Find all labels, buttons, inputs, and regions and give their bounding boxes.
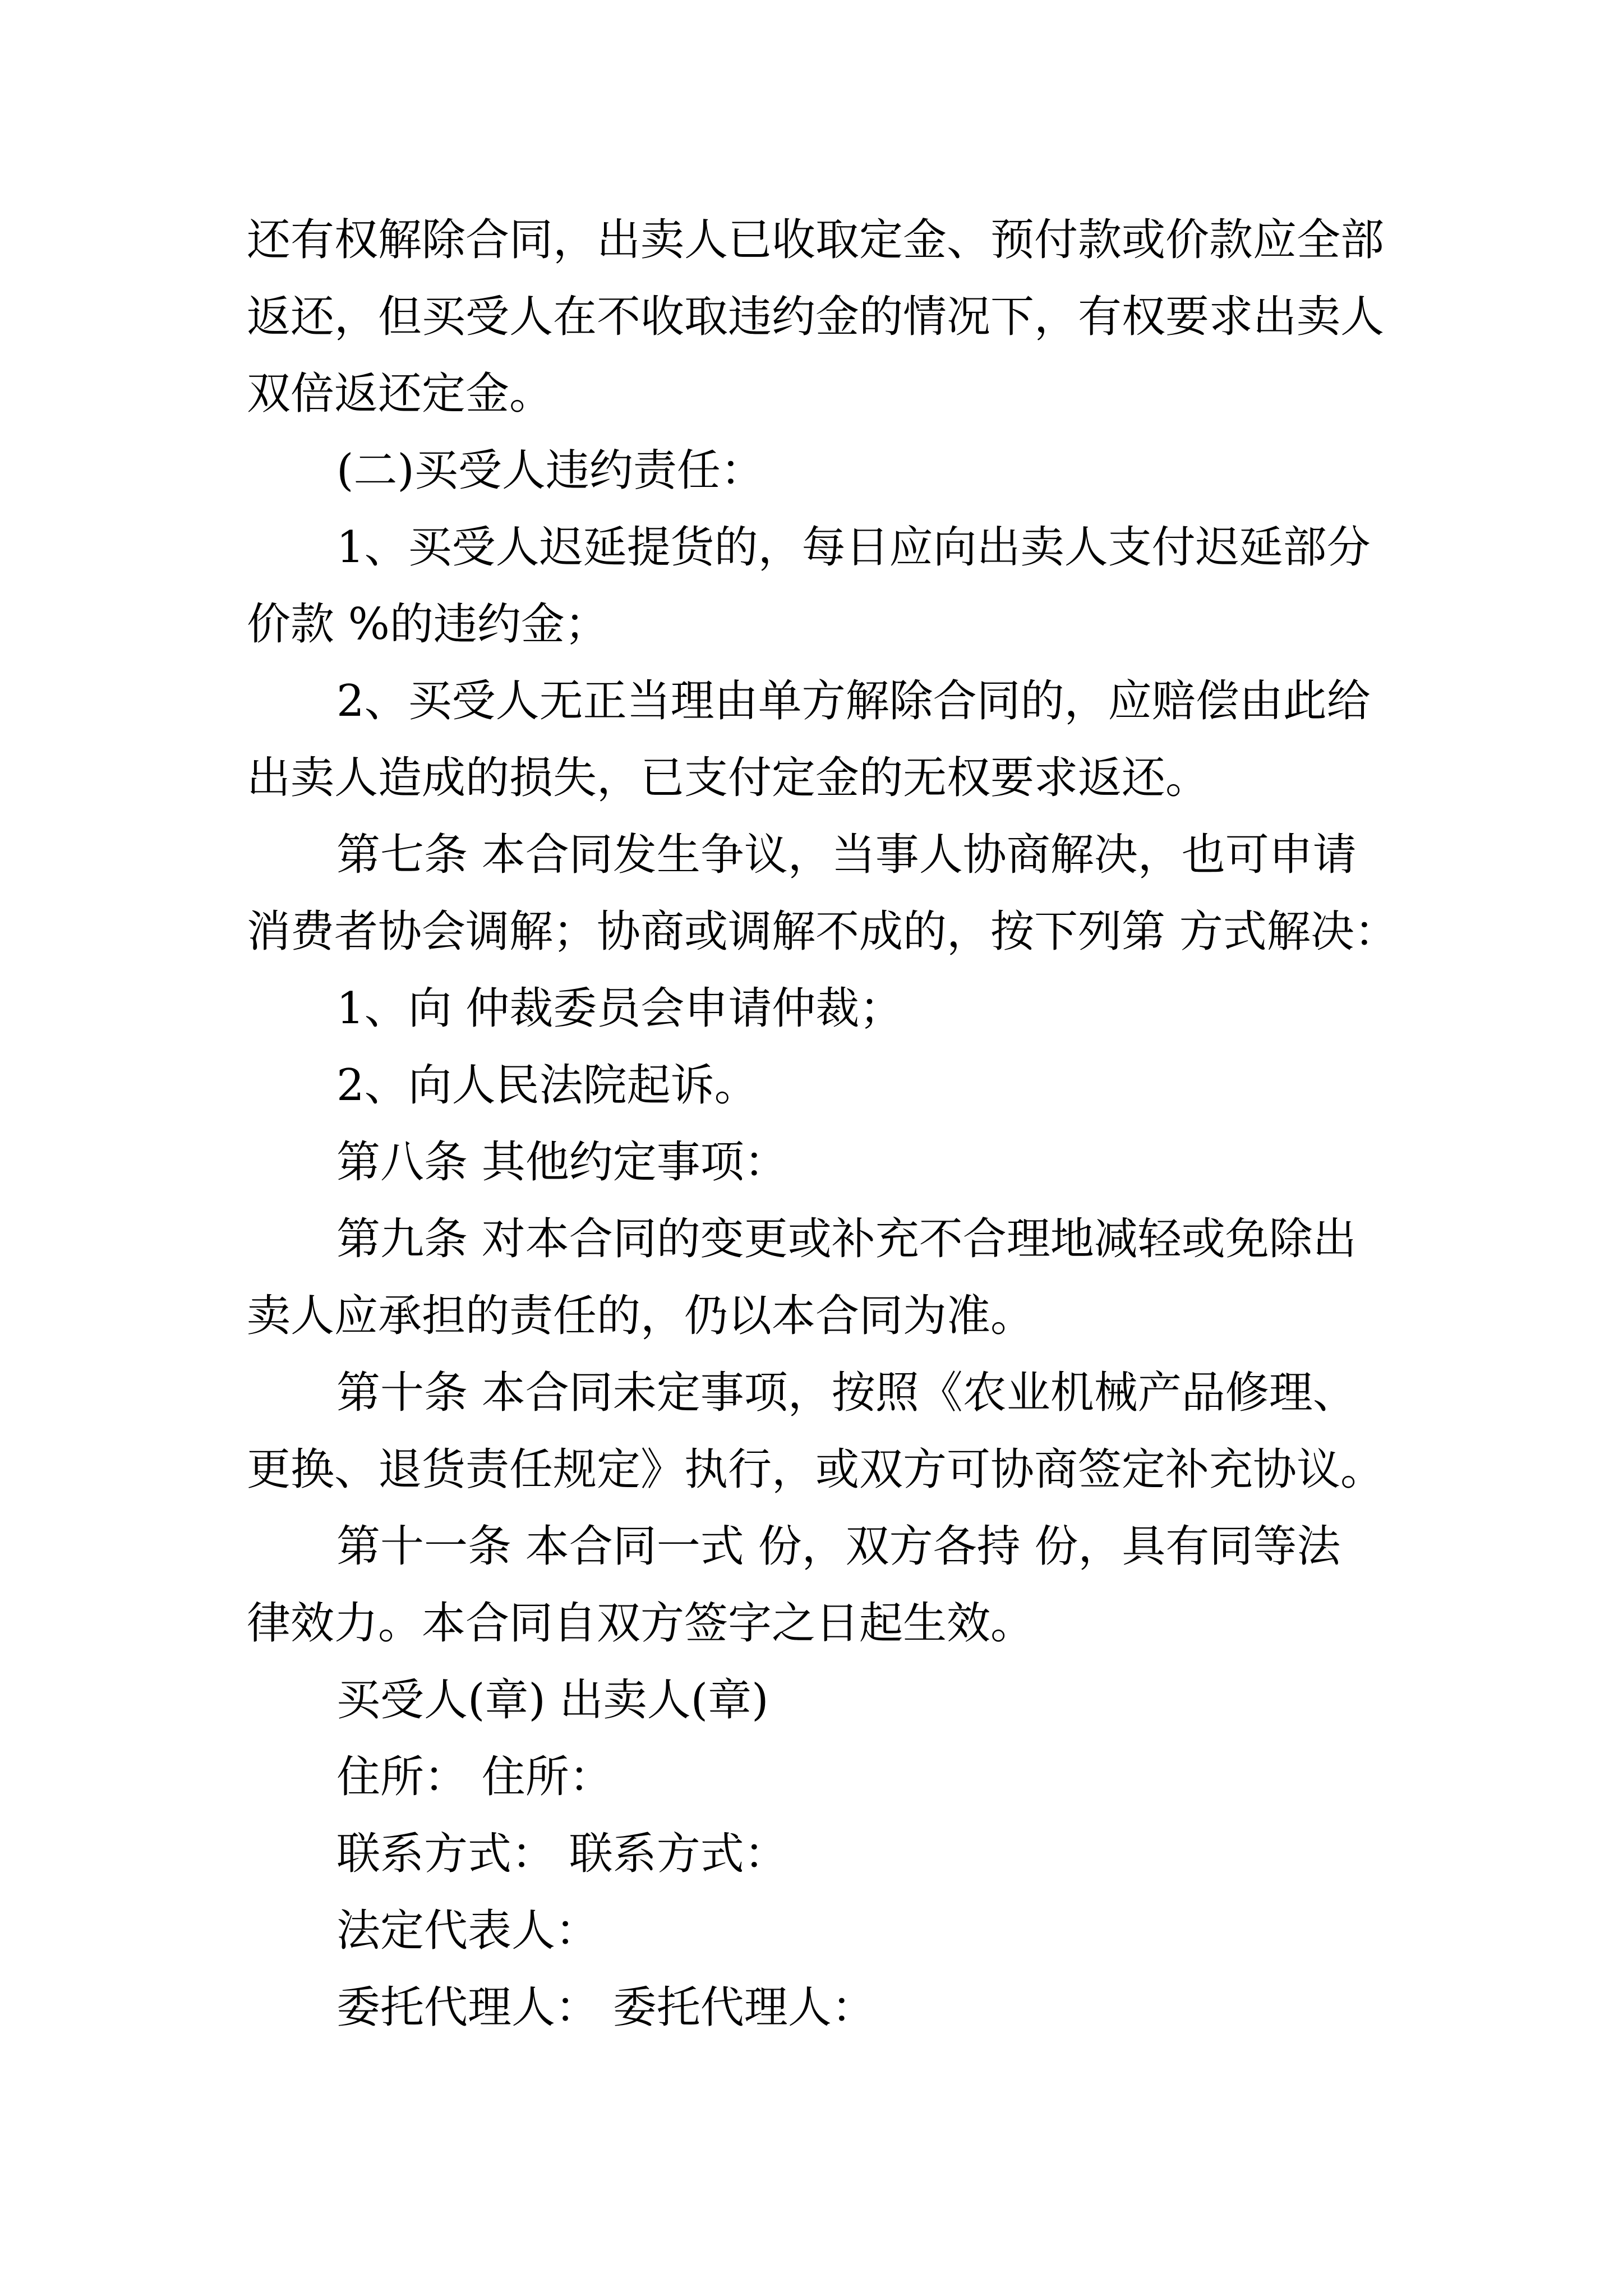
text-line: 联系方式： 联系方式： xyxy=(336,1829,788,1879)
text-line: 返还，但买受人在不收取违约金的情况下，有权要求出卖人 xyxy=(247,292,1385,342)
text-line: 买受人(章) 出卖人(章) xyxy=(336,1675,769,1726)
text-line: 委托代理人： 委托代理人： xyxy=(336,1982,875,2033)
text-line: 第十一条 本合同一式 份，双方各持 份，具有同等法 xyxy=(336,1521,1341,1572)
text-line: 第七条 本合同发生争议，当事人协商解决，也可申请 xyxy=(336,830,1357,880)
text-line: (二)买受人违约责任： xyxy=(336,445,764,496)
text-line: 2、向人民法院起诉。 xyxy=(336,1060,758,1111)
text-line: 1、买受人迟延提货的，每日应向出卖人支付迟延部分 xyxy=(336,522,1371,573)
text-line: 消费者协会调解；协商或调解不成的，按下列第 方式解决： xyxy=(247,907,1398,957)
text-line: 价款 %的违约金； xyxy=(247,599,608,650)
text-line: 律效力。本合同自双方签字之日起生效。 xyxy=(247,1598,1035,1649)
text-line: 第九条 对本合同的变更或补充不合理地减轻或免除出 xyxy=(336,1214,1357,1264)
text-line: 住所： 住所： xyxy=(336,1752,613,1802)
text-line: 1、向 仲裁委员会申请仲裁； xyxy=(336,983,903,1034)
text-line: 2、买受人无正当理由单方解除合同的，应赔偿由此给 xyxy=(336,676,1371,726)
document-body xyxy=(247,202,1396,2046)
text-line: 法定代表人： xyxy=(336,1906,600,1956)
text-line: 卖人应承担的责任的，仍以本合同为准。 xyxy=(247,1291,1035,1341)
text-line: 双倍返还定金。 xyxy=(247,369,554,419)
text-line: 第十条 本合同未定事项，按照《农业机械产品修理、 xyxy=(336,1368,1357,1418)
text-line: 出卖人造成的损失，已支付定金的无权要求返还。 xyxy=(247,753,1210,803)
text-line: 第八条 其他约定事项： xyxy=(336,1137,788,1188)
text-line: 还有权解除合同，出卖人已收取定金、预付款或价款应全部 xyxy=(247,215,1385,265)
text-line: 更换、退货责任规定》执行，或双方可协商签定补充协议。 xyxy=(247,1444,1385,1495)
